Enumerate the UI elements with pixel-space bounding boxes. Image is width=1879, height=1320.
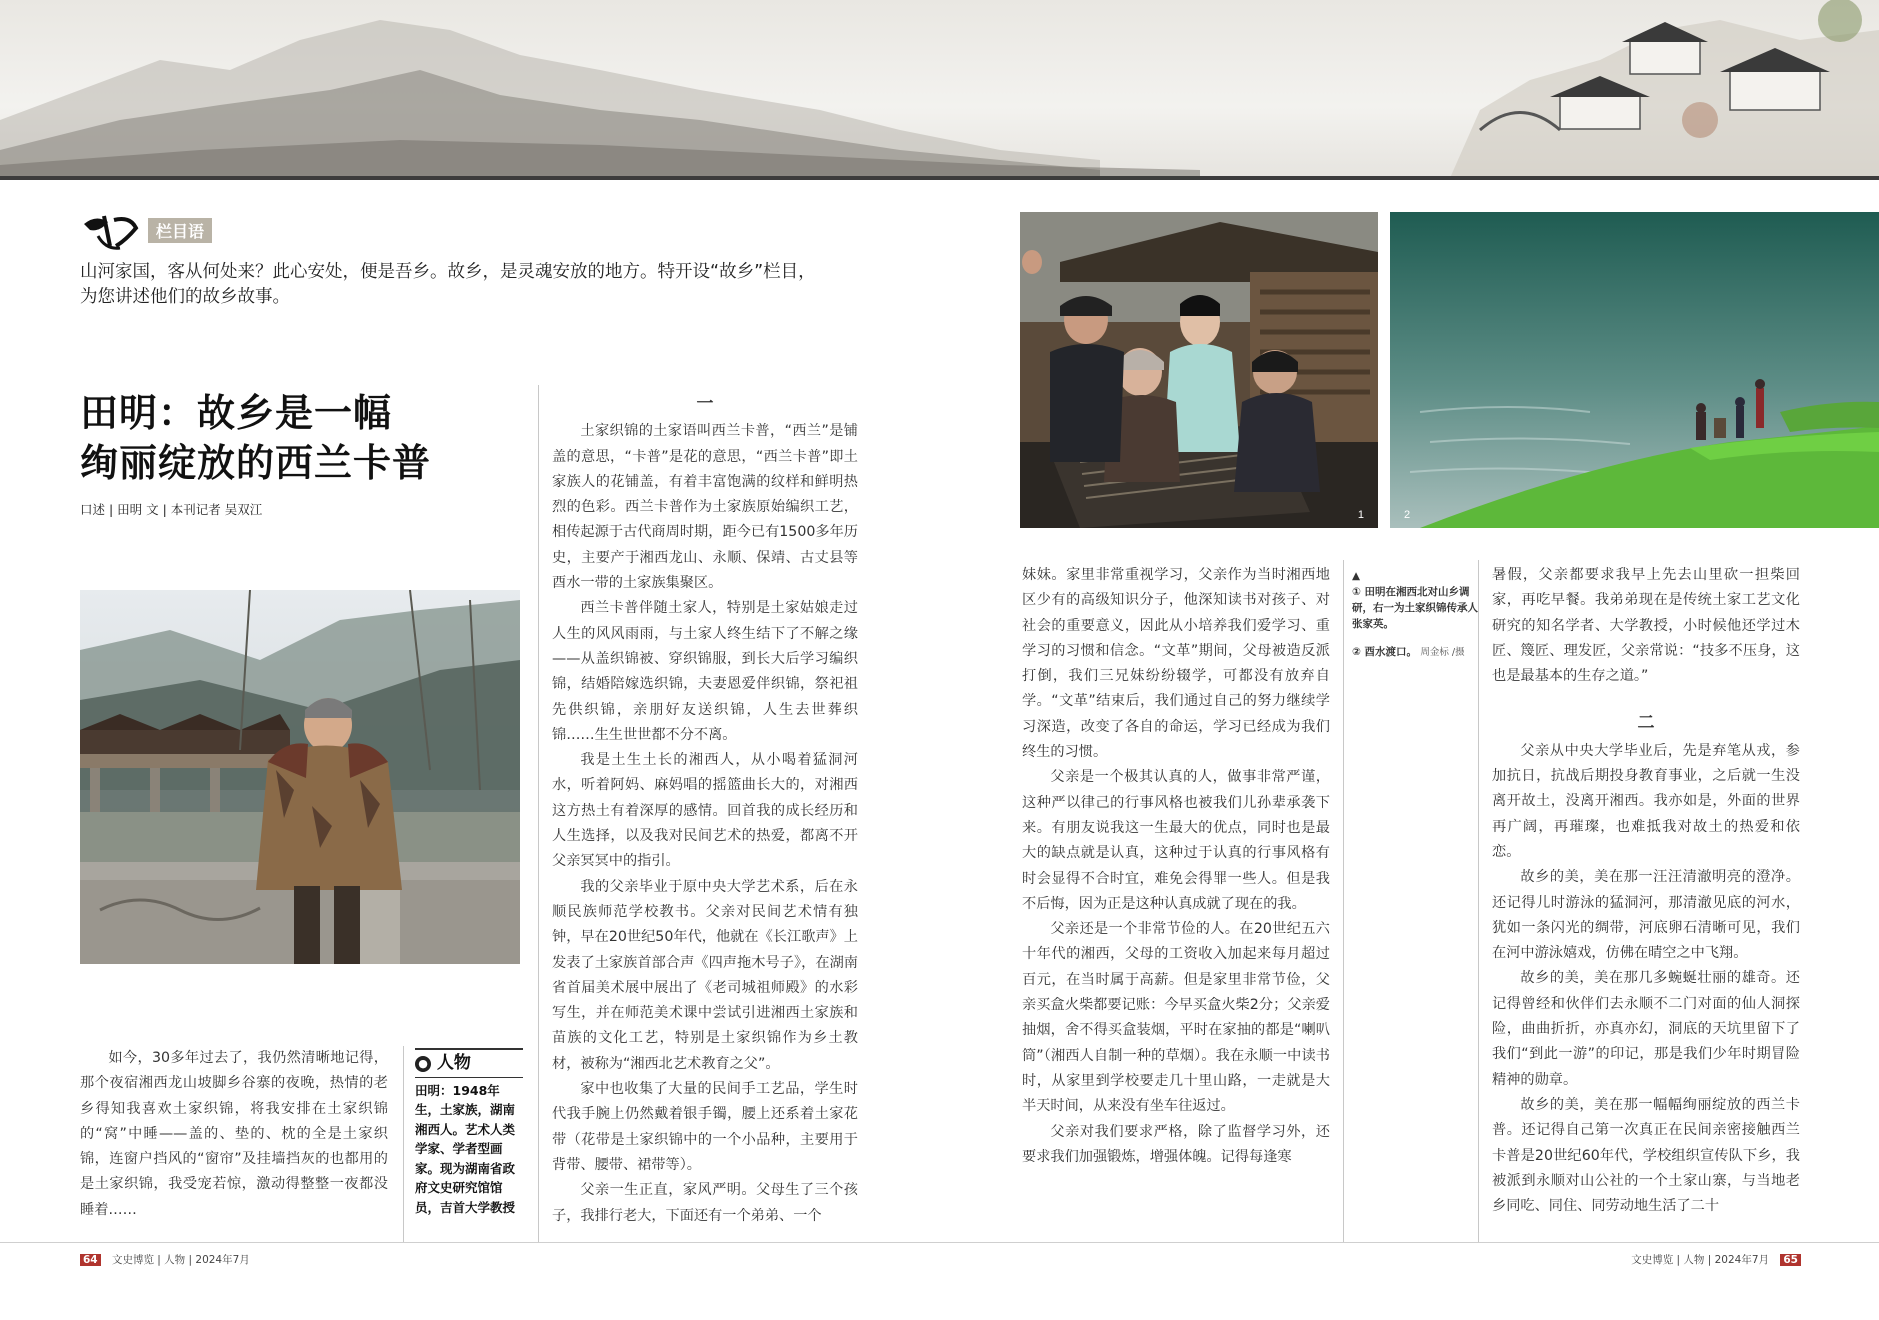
weaving-photo (1020, 212, 1378, 528)
column-2 (552, 388, 858, 1229)
column-logo (80, 210, 142, 252)
column-3 (1022, 563, 1330, 1170)
title-line-2: 绚丽绽放的西兰卡普 (80, 441, 432, 485)
column-tag: 栏目语 (148, 218, 212, 243)
footer-left-text: 文史博览 | 人物 | 2024年7月 (111, 1254, 250, 1266)
col1-para: 如今，30多年过去了，我仍然清晰地记得，那个夜宿湘西龙山坡脚乡谷寨的夜晚，热情的老乡得知我喜欢土家织锦，将我安排在土家织锦的“窝”中睡——盖的、垫的、枕的全是土家织锦，连窗户挡风的“窗帘”及挂墙挡灰的也都用的是土家织锦，我受宠若惊，激动得整整一夜都没睡着…… (80, 1050, 388, 1218)
bio-text: 田明：1948年生，土家族，湖南湘西人。艺术人类学家、学者型画家。现为湖南省政府文史研究馆馆员，吉首大学教授 (415, 1082, 516, 1215)
col3-para-2: 父亲是一个极其认真的人，做事非常严谨，这种严以律己的行事风格也被我们儿孙辈承袭下来。有朋友说我这一生最大的优点，同时也是最大的缺点就是认真，这种过于认真的行事风格有时会显得不合时宜，难免会得罪一些人。但是我不后悔，因为正是这种认真成就了现在的我。 (1022, 769, 1330, 912)
col2-para-1: 土家织锦的土家语叫西兰卡普，“西兰”是铺盖的意思，“卡普”是花的意思，“西兰卡普”即土家族人的花铺盖，有着丰富饱满的纹样和鲜明热烈的色彩。西兰卡普作为土家族原始编织工艺，相传起源于古代商周时期，距今已有1500多年历史，主要产于湘西龙山、永顺、保靖、古丈县等酉水一带的土家族集聚区。 (552, 423, 858, 592)
footer-right-text: 文史博览 | 人物 | 2024年7月 (1631, 1254, 1770, 1266)
column-rule-1 (403, 1046, 404, 1242)
section-two-heading: 二 (1637, 713, 1655, 734)
article-title (80, 388, 500, 488)
title-line-1: 田明：故乡是一幅 (80, 391, 393, 435)
banner-divider (0, 176, 1879, 180)
footer-left (80, 1252, 250, 1267)
photo-1-label: 1 (1357, 509, 1364, 521)
column-4 (1492, 563, 1800, 1219)
byline: 口述 | 田明 文 | 本刊记者 吴双江 (80, 502, 263, 517)
col4-para-1: 父亲从中央大学毕业后，先是弃笔从戎，参加抗日，抗战后期投身教育事业，之后就一生没离开故土，没离开湘西。我亦如是，外面的世界再广阔，再璀璨，也难抵我对故土的热爱和依恋。 (1492, 742, 1800, 860)
column-1 (80, 1046, 388, 1223)
section-one-heading: 一 (696, 394, 714, 414)
footer-right (1631, 1252, 1801, 1267)
column-rule-3 (1343, 560, 1344, 1242)
bio-heading (415, 1048, 523, 1078)
col3-para-4: 父亲对我们要求严格，除了监督学习外，还要求我们加强锻炼，增强体魄。记得每逢寒 (1022, 1123, 1330, 1165)
footer-divider (0, 1242, 1879, 1243)
caption-item-1: ① 田明在湘西北对山乡调研，右一为土家织锦传承人张家英。 (1352, 586, 1478, 630)
col4-para-2: 故乡的美，美在那一汪汪清澈明亮的澄净。还记得儿时游泳的猛洞河，那清澈见底的河水，犹如一条闪光的绸带，河底卵石清晰可见，我们在河中游泳嬉戏，仿佛在晴空之中飞翔。 (1492, 869, 1800, 962)
col4-para-top: 暑假，父亲都要求我早上先去山里砍一担柴回家，再吃早餐。我弟弟现在是传统土家工艺文化研究的知名学者、大学教授，小时候他还学过木匠、篾匠、理发匠，父亲常说：“技多不压身，这也是最基本的生存之道。” (1492, 567, 1800, 685)
col4-para-3: 故乡的美，美在那几多蜿蜒壮丽的雄奇。还记得曾经和伙伴们去永顺不二门对面的仙人洞探险，曲曲折折，亦真亦幻，洞底的天坑里留下了我们“到此一游”的印记，那是我们少年时期冒险精神的勋章。 (1492, 970, 1800, 1088)
bio-box (415, 1048, 523, 1217)
col4-para-4: 故乡的美，美在那一幅幅绚丽绽放的西兰卡普。还记得自己第一次真正在民间亲密接触西兰卡普是20世纪60年代，学校组织宣传队下乡，我被派到永顺对山公社的一个土家山寨，与当地老乡同吃、同住、同劳动地生活了二十 (1492, 1096, 1800, 1215)
person-icon: ● (415, 1056, 431, 1072)
col2-para-5: 家中也收集了大量的民间手工艺品，学生时代我手腕上仍然戴着银手镯，腰上还系着土家花带（花带是土家织锦中的一个小品种，主要用于背带、腰带、裙带等）。 (552, 1081, 858, 1173)
page-number-left: 64 (80, 1254, 101, 1266)
photo-caption (1352, 568, 1480, 661)
river-photo (1390, 212, 1879, 528)
page-number-right: 65 (1780, 1254, 1801, 1266)
column-rule-4 (1478, 560, 1479, 1242)
ink-landscape-banner (0, 0, 1879, 178)
caption-item-2 (1352, 644, 1480, 661)
caption-triangle-icon: ▲ (1352, 570, 1361, 582)
column-intro: 山河家国，客从何处来？此心安处，便是吾乡。故乡，是灵魂安放的地方。特开设“故乡”栏目，为您讲述他们的故乡故事。 (80, 262, 816, 307)
column-rule-2 (538, 385, 539, 1242)
col3-para-1: 妹妹。家里非常重视学习，父亲作为当时湘西地区少有的高级知识分子，他深知读书对孩子、对社会的重要意义，因此从小培养我们爱学习、重学习的习惯和信念。“文革”期间，父母被造反派打倒，我们三兄妹纷纷辍学，可都没有放弃自学。“文革”结束后，我们通过自己的努力继续学习深造，改变了各自的命运，学习已经成为我们终生的习惯。 (1022, 567, 1330, 761)
caption-item-2-credit: 周金标 /摄 (1420, 647, 1465, 658)
photo-2-label: 2 (1404, 509, 1411, 521)
caption-item-2-text: ② 酉水渡口。 (1352, 646, 1418, 658)
col2-para-2: 西兰卡普伴随土家人，特别是土家姑娘走过人生的风风雨雨，与土家人终生结下了不解之缘——从盖织锦被、穿织锦服，到长大后学习编织锦，结婚陪嫁选织锦，夫妻恩爱伴织锦，祭祀祖先供织锦，亲朋好友送织锦，人生去世葬织锦……生生世世都不分不离。 (552, 600, 858, 743)
col2-para-4: 我的父亲毕业于原中央大学艺术系，后在永顺民族师范学校教书。父亲对民间艺术情有独钟，早在20世纪50年代，他就在《长江歌声》上发表了土家族首部合声《四声拖木号子》，在湖南省首届美术展中展出了《老司城祖师殿》的水彩写生，并在师范美术课中尝试引进湘西土家族和苗族的文化工艺，特别是土家织锦作为乡土教材，被称为“湘西北艺术教育之父”。 (552, 878, 858, 1072)
col2-para-6: 父亲一生正直，家风严明。父母生了三个孩子，我排行老大，下面还有一个弟弟、一个 (552, 1182, 858, 1224)
bio-heading-text: 人物 (436, 1053, 471, 1073)
col2-para-3: 我是土生土长的湘西人，从小喝着猛洞河水，听着阿妈、麻妈唱的摇篮曲长大的，对湘西这方热土有着深厚的感情。回首我的成长经历和人生选择，以及我对民间艺术的热爱，都离不开父亲冥冥中的指引。 (552, 752, 858, 870)
portrait-photo (80, 590, 520, 964)
mountain-painting (0, 0, 1879, 178)
col3-para-3: 父亲还是一个非常节俭的人。在20世纪五六十年代的湘西，父母的工资收入加起来每月超过百元，在当时属于高薪。但是家里非常节俭，父亲买盒火柴都要记账：今早买盒火柴2分；父亲爱抽烟，舍不得买盒装烟，平时在家抽的都是“喇叭筒”（湘西人自制一种的草烟）。我在永顺一中读书时，从家里到学校要走几十里山路，一走就是大半天时间，从来没有坐车往返过。 (1022, 921, 1330, 1115)
